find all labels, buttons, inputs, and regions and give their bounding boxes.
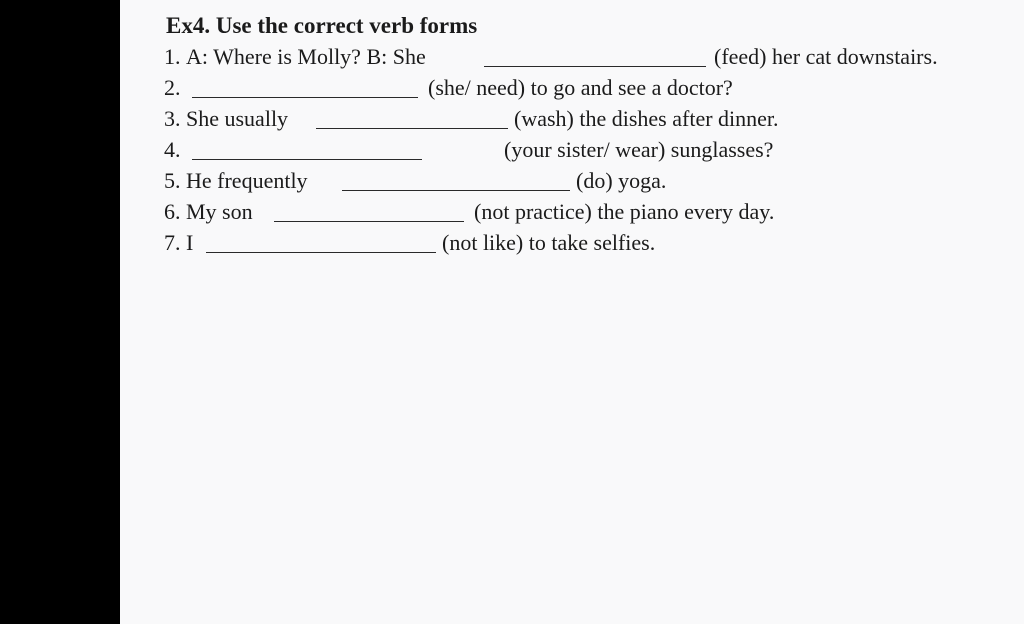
answer-blank-1[interactable]	[484, 66, 706, 67]
answer-blank-5[interactable]	[342, 190, 570, 191]
exercise-title: Ex4. Use the correct verb forms	[166, 13, 478, 38]
answer-blank-7[interactable]	[206, 252, 436, 253]
item-number: 2.	[164, 75, 181, 100]
item-text-before: She usually	[186, 106, 289, 131]
answer-blank-4[interactable]	[192, 159, 422, 160]
item-number: 4.	[164, 137, 181, 162]
item-text-after: (not like) to take selfies.	[442, 230, 656, 255]
item-text-after: (not practice) the piano every day.	[474, 199, 775, 224]
item-number: 1.	[164, 44, 181, 69]
item-text-after: (feed) her cat downstairs.	[714, 44, 938, 69]
item-number: 7.	[164, 230, 181, 255]
worksheet-page	[120, 0, 1024, 624]
item-text-after: (wash) the dishes after dinner.	[514, 106, 779, 131]
answer-blank-6[interactable]	[274, 221, 464, 222]
item-number: 3.	[164, 106, 181, 131]
item-number: 6.	[164, 199, 181, 224]
item-text-after: (do) yoga.	[576, 168, 667, 193]
item-text-before: A: Where is Molly? B: She	[186, 44, 426, 69]
item-number: 5.	[164, 168, 181, 193]
answer-blank-3[interactable]	[316, 128, 508, 129]
answer-blank-2[interactable]	[192, 97, 418, 98]
item-text-before: My son	[186, 199, 253, 224]
item-text-before: I	[186, 230, 194, 255]
item-text-before: He frequently	[186, 168, 308, 193]
item-text-after: (your sister/ wear) sunglasses?	[504, 137, 774, 162]
item-text-after: (she/ need) to go and see a doctor?	[428, 75, 733, 100]
